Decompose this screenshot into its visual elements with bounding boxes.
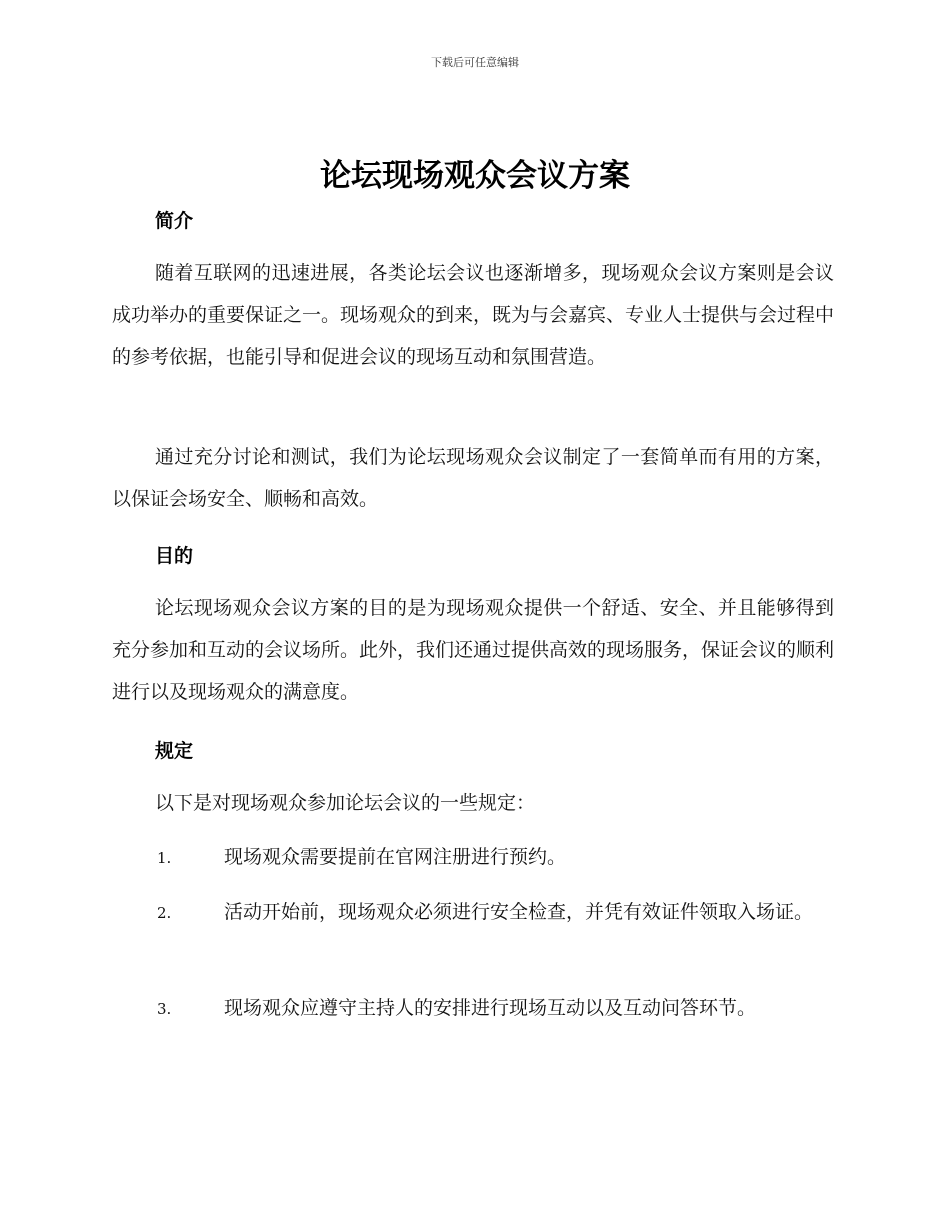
paragraph: 通过充分讨论和测试，我们为论坛现场观众会议制定了一套简单而有用的方案，以保证会场安全、顺畅和高效。 (112, 446, 834, 510)
section-heading-rules: 规定 (155, 740, 194, 762)
list-item (112, 836, 834, 879)
paragraph-intro: 以下是对现场观众参加论坛会议的一些规定： (155, 792, 536, 814)
section-heading-intro: 简介 (155, 210, 194, 232)
list-number: 1. (157, 849, 172, 867)
list-item (112, 987, 834, 1030)
document-title: 论坛现场观众会议方案 (320, 158, 630, 194)
paragraph: 论坛现场观众会议方案的目的是为现场观众提供一个舒适、安全、并且能够得到充分参加和互动的会议场所。此外，我们还通过提供高效的现场服务，保证会议的顺利进行以及现场观众的满意度。 (112, 597, 835, 703)
section-heading-purpose: 目的 (155, 545, 194, 567)
paragraph: 随着互联网的迅速进展，各类论坛会议也逐渐增多，现场观众会议方案则是会议成功举办的重要保证之一。现场观众的到来，既为与会嘉宾、专业人士提供与会过程中的参考依据，也能引导和促进会议的现场互动和氛围营造。 (112, 262, 835, 368)
list-number: 3. (157, 1000, 172, 1018)
page-header-note: 下载后可任意编辑 (431, 56, 519, 69)
list-item (112, 891, 834, 934)
list-text: 活动开始前，现场观众必须进行安全检查，并凭有效证件领取入场证。 (224, 901, 814, 923)
list-number: 2. (157, 904, 172, 922)
list-text: 现场观众应遵守主持人的安排进行现场互动以及互动问答环节。 (224, 997, 757, 1019)
list-text: 现场观众需要提前在官网注册进行预约。 (224, 846, 567, 868)
